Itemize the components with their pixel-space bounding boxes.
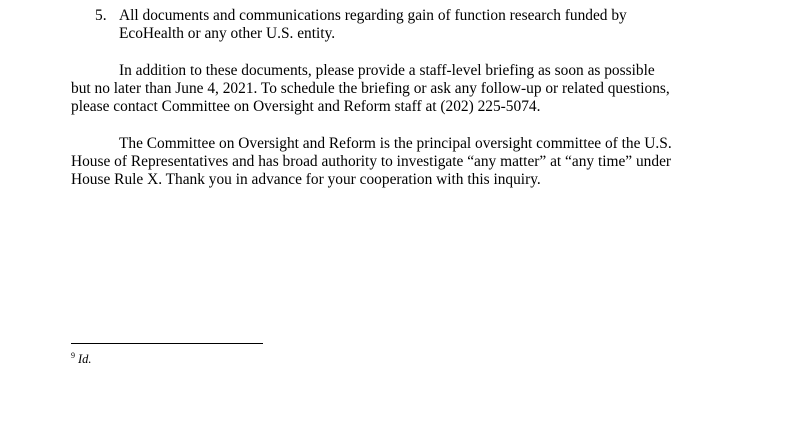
- list-item-line-1: All documents and communications regarding gain of function research funded by: [119, 7, 627, 24]
- paragraph-1-line-3: please contact Committee on Oversight and Reform staff at (202) 225-5074.: [71, 98, 541, 115]
- footnote: [71, 348, 92, 367]
- footnote-marker: 9: [71, 351, 75, 360]
- paragraph-2-line-1: The Committee on Oversight and Reform is the principal oversight committee of the U.S.: [119, 135, 672, 152]
- list-item-number: 5.: [95, 7, 107, 24]
- paragraph-2-line-3: House Rule X. Thank you in advance for your cooperation with this inquiry.: [71, 171, 541, 188]
- paragraph-2-line-2: House of Representatives and has broad authority to investigate “any matter” at “any time” under: [71, 153, 672, 170]
- list-item-line-2: EcoHealth or any other U.S. entity.: [119, 25, 336, 42]
- paragraph-1-line-2: but no later than June 4, 2021. To schedule the briefing or ask any follow-up or related questions,: [71, 80, 670, 97]
- paragraph-1-line-1: In addition to these documents, please provide a staff-level briefing as soon as possible: [119, 62, 655, 79]
- footnote-divider: [71, 343, 263, 344]
- footnote-text: Id.: [78, 352, 92, 366]
